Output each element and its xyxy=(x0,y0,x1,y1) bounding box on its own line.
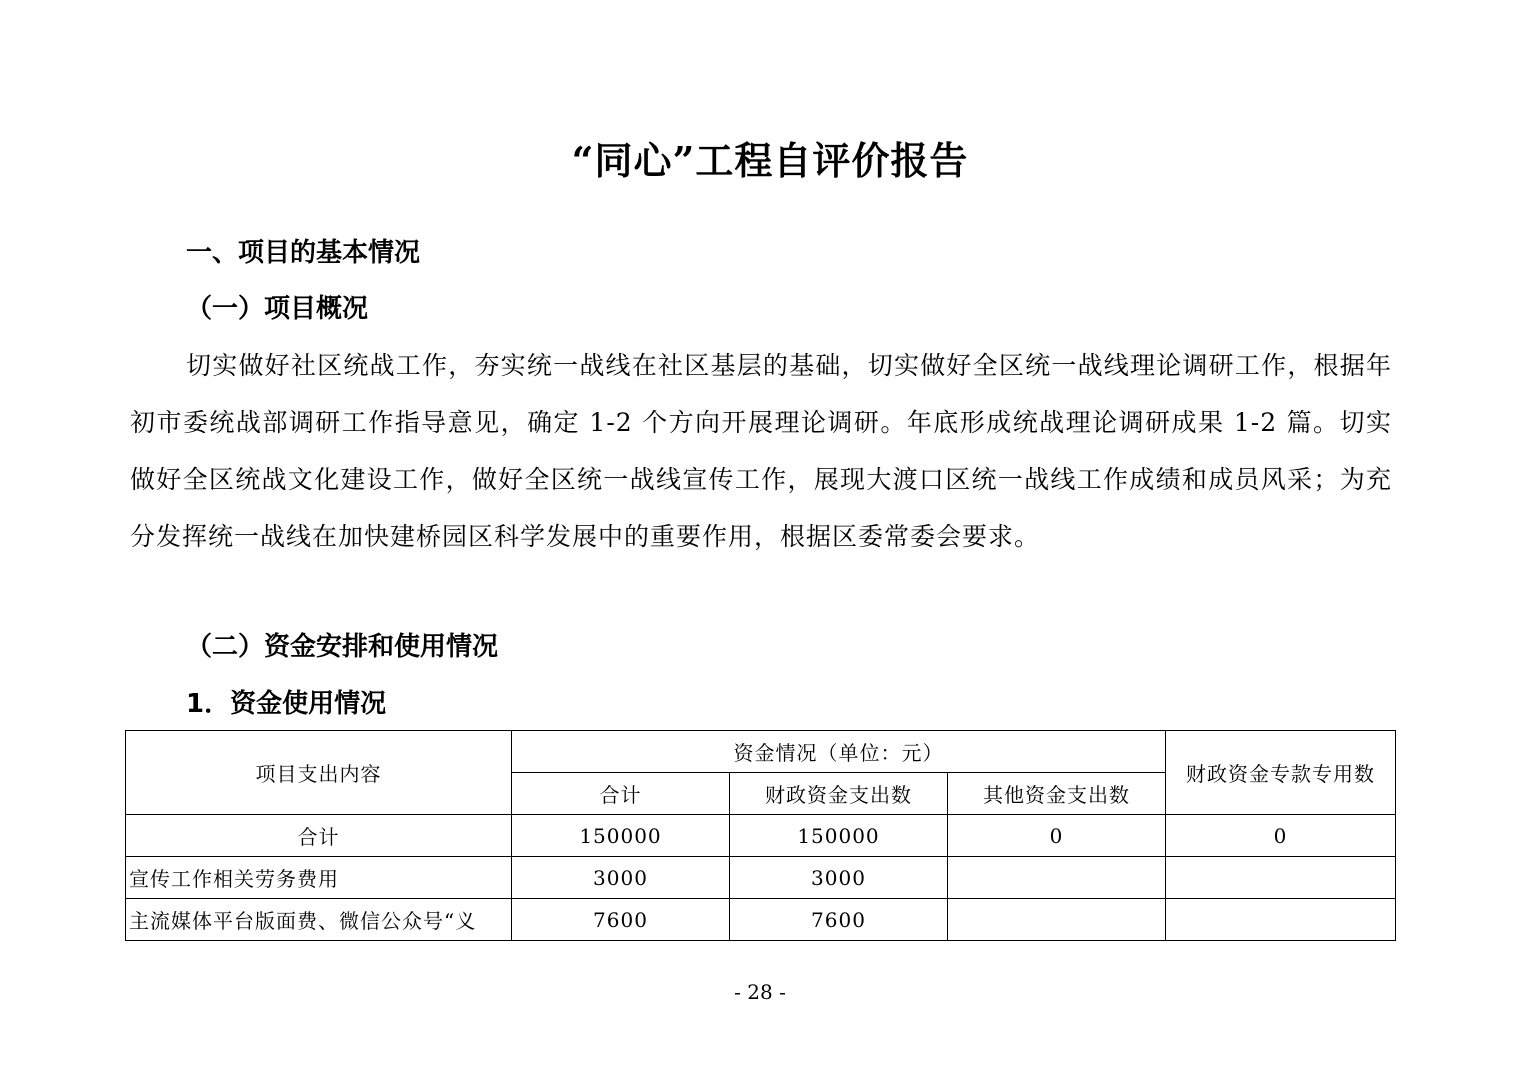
cell-fiscal: 7600 xyxy=(730,899,948,941)
cell-item: 宣传工作相关劳务费用 xyxy=(126,857,512,899)
cell-total: 150000 xyxy=(512,815,730,857)
cell-other: 0 xyxy=(948,815,1166,857)
cell-special xyxy=(1166,899,1396,941)
document-title: “同心”工程自评价报告 xyxy=(571,138,969,183)
cell-total: 3000 xyxy=(512,857,730,899)
cell-fiscal: 150000 xyxy=(730,815,948,857)
header-other-col: 其他资金支出数 xyxy=(948,773,1166,815)
header-funds-group: 资金情况（单位：元） xyxy=(512,731,1166,773)
table-row xyxy=(126,857,1396,899)
header-item-col: 项目支出内容 xyxy=(126,731,512,815)
header-fiscal-col: 财政资金支出数 xyxy=(730,773,948,815)
cell-special xyxy=(1166,857,1396,899)
subsection-heading-funds: （二）资金安排和使用情况 xyxy=(186,632,499,662)
fund-usage-table xyxy=(125,730,1396,941)
table-row xyxy=(126,899,1396,941)
page-number: - 28 - xyxy=(734,980,786,1004)
cell-item: 合计 xyxy=(126,815,512,857)
header-special-col: 财政资金专款专用数 xyxy=(1166,731,1396,815)
cell-fiscal: 3000 xyxy=(730,857,948,899)
section-heading-basic-info: 一、项目的基本情况 xyxy=(186,238,421,268)
cell-item: 主流媒体平台版面费、微信公众号“义 xyxy=(126,899,512,941)
cell-other xyxy=(948,899,1166,941)
overview-paragraph: 切实做好社区统战工作，夯实统一战线在社区基层的基础，切实做好全区统一战线理论调研工作，根据年初市委统战部调研工作指导意见，确定 1-2 个方向开展理论调研。年底形成统战理论调研成果 1-2 篇。切实做好全区统战文化建设工作，做好全区统一战线宣传工作，展现大渡口区统一战线工作成绩和成员风采；为充分发挥统一战线在加快建桥园区科学发展中的重要作用，根据区委常委会要求。 xyxy=(130,351,1392,551)
table-row xyxy=(126,815,1396,857)
cell-total: 7600 xyxy=(512,899,730,941)
subsection-heading-overview: （一）项目概况 xyxy=(186,294,369,324)
item-heading-fund-usage: 1．资金使用情况 xyxy=(186,689,387,719)
cell-special: 0 xyxy=(1166,815,1396,857)
header-total-col: 合计 xyxy=(512,773,730,815)
cell-other xyxy=(948,857,1166,899)
table-header-row xyxy=(126,731,1396,773)
